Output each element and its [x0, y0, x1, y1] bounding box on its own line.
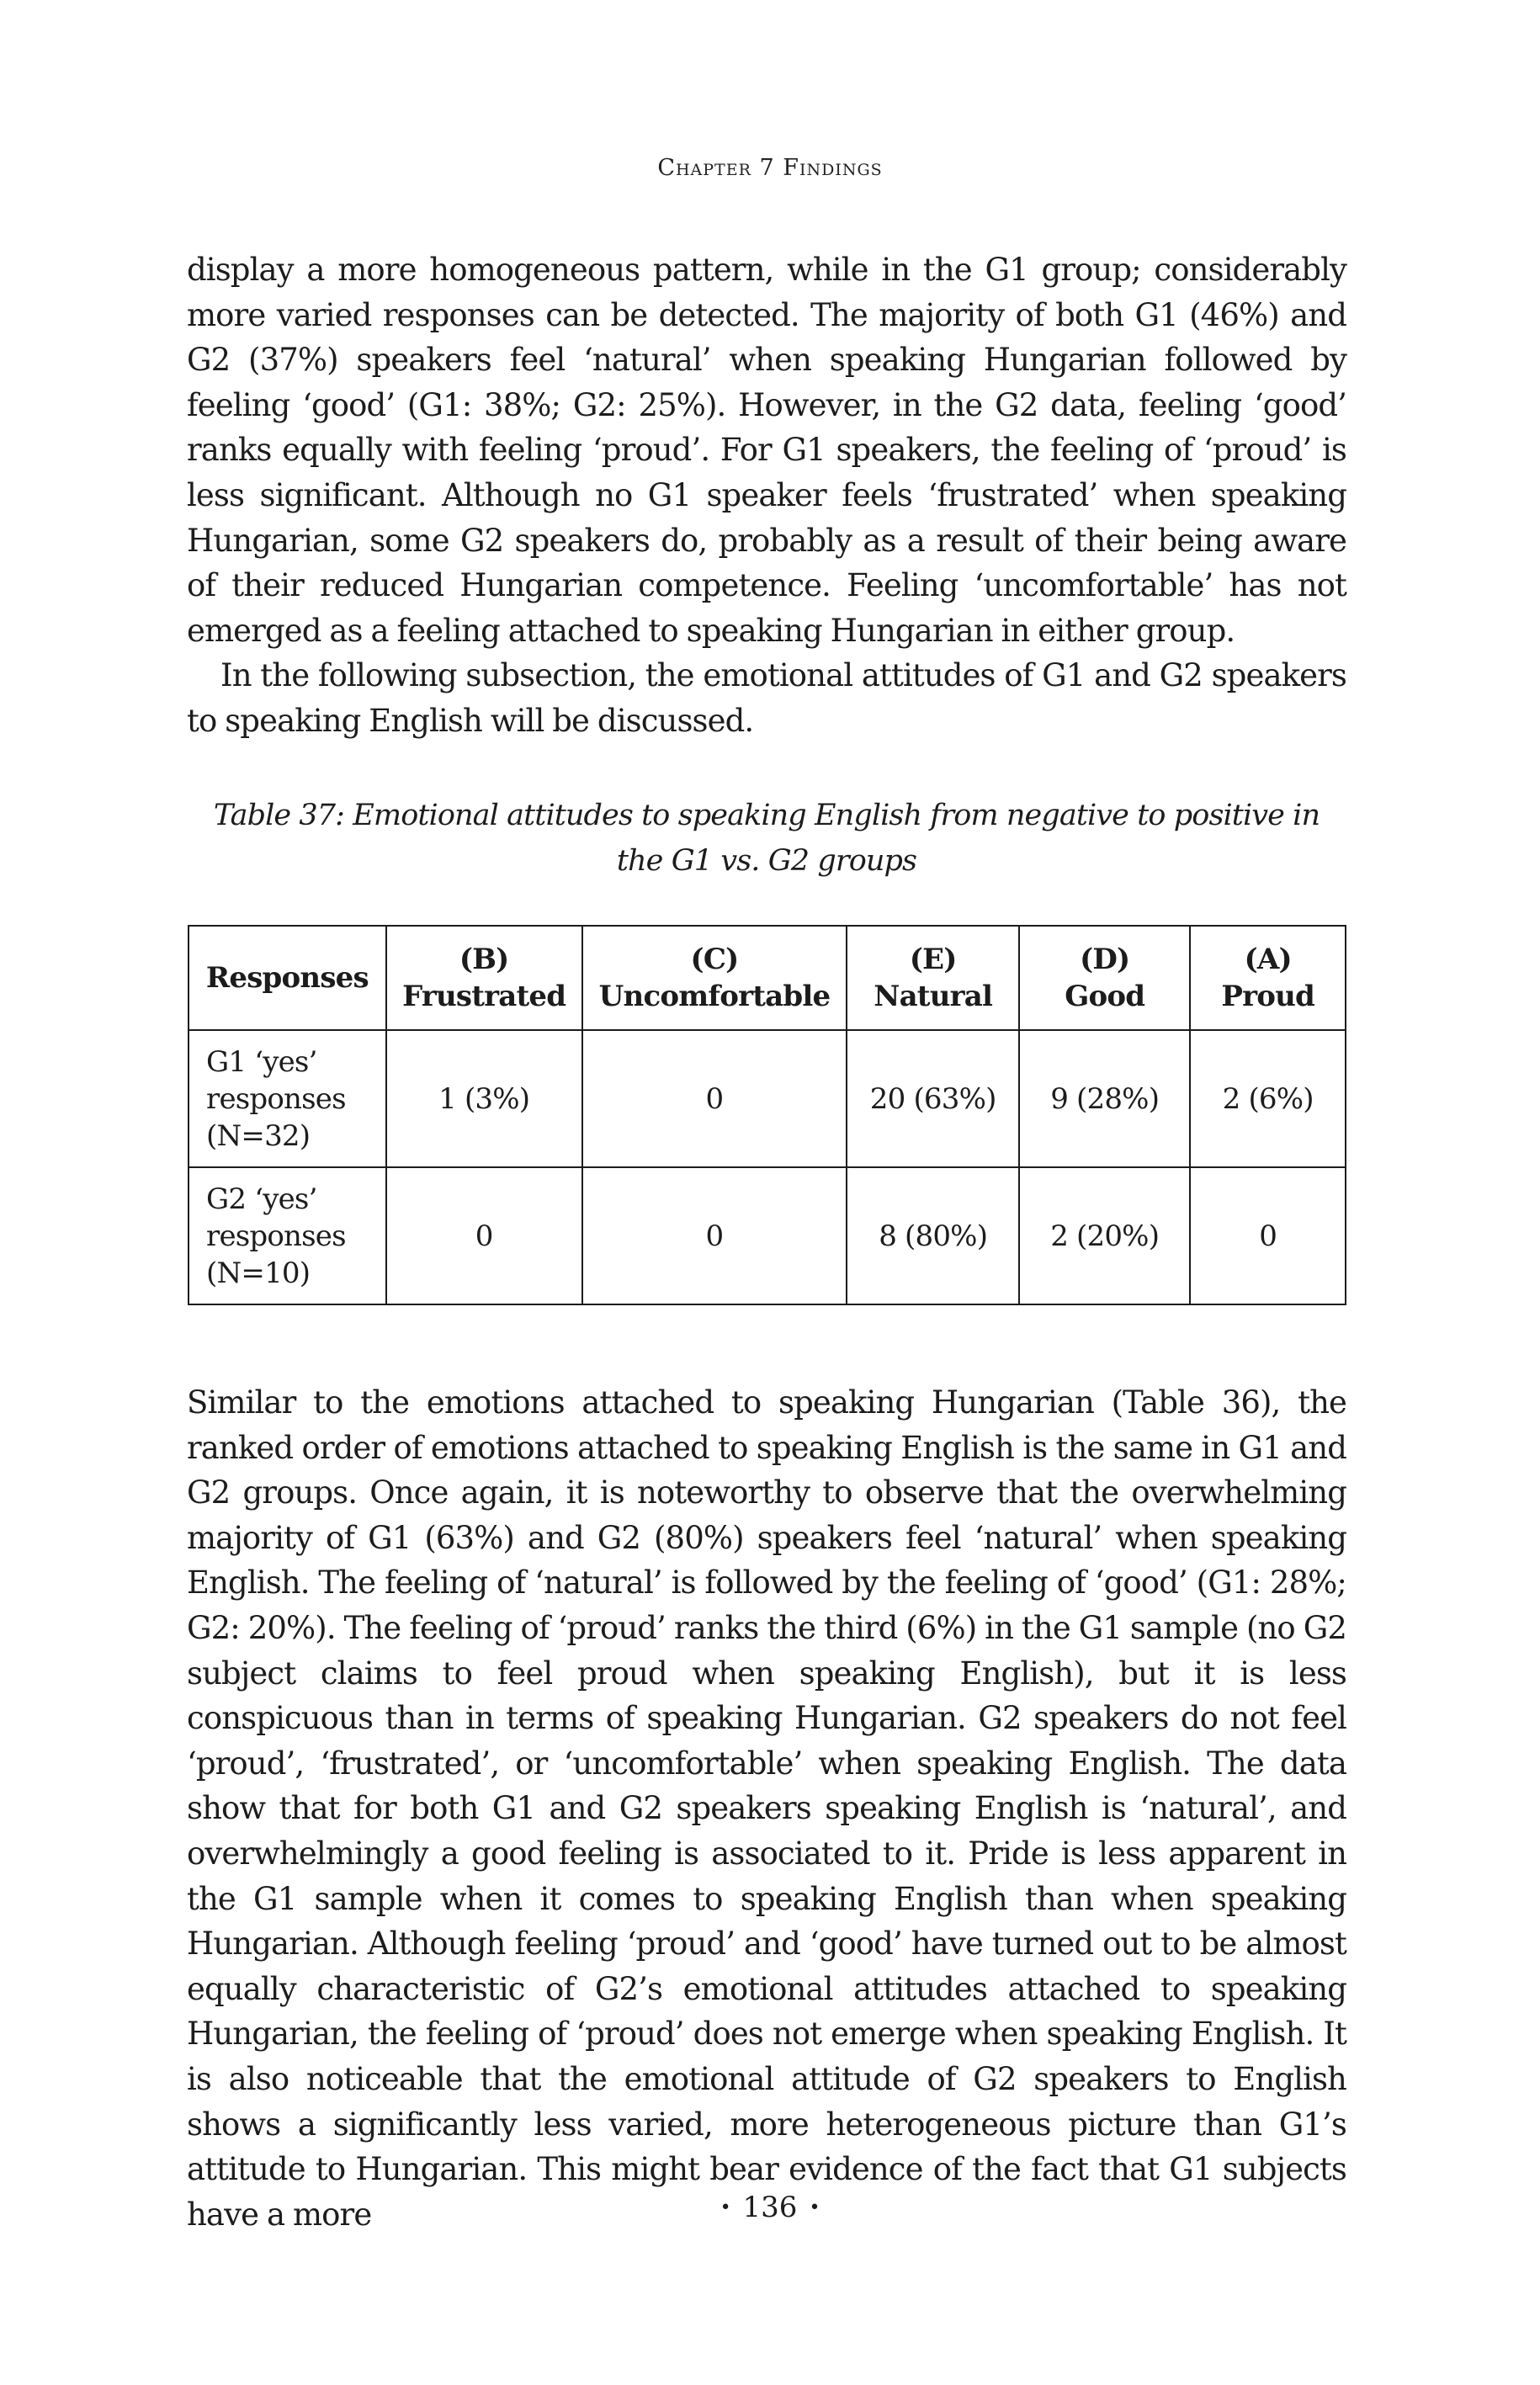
- table-cell: 20 (63%): [847, 1030, 1019, 1167]
- row-label: G2 ‘yes’ responses (N=10): [189, 1167, 386, 1304]
- table-cell: 2 (20%): [1019, 1167, 1190, 1304]
- ornament-bullet-icon: •: [720, 2197, 731, 2218]
- table-cell: 2 (6%): [1190, 1030, 1346, 1167]
- column-header-good: (D) Good: [1019, 926, 1190, 1030]
- paragraph: In the following subsection, the emotional attitudes of G1 and G2 speakers to speaking English will be discussed.: [187, 657, 1346, 739]
- running-head: Chapter 7 Findings: [657, 155, 883, 181]
- table-cell: 0: [1190, 1167, 1346, 1304]
- body-text-top: [187, 247, 1346, 744]
- column-header-uncomfortable: (C) Uncomfortable: [582, 926, 847, 1030]
- body-text-bottom: [187, 1380, 1346, 2237]
- table-cell: 0: [582, 1030, 847, 1167]
- column-header-responses: Responses: [189, 926, 386, 1030]
- paragraph: display a more homogeneous pattern, while in the G1 group; considerably more varied responses can be detected. The majority of both G1 (46%) and G2 (37%) speakers feel ‘natural’ when speaking Hungarian followed by feeling ‘good’ (G1: 38%; G2: 25%). However, in the G2 data, feeling ‘good’ ranks equally with feeling ‘proud’. For G1 speakers, the feeling of ‘proud’ is less significant. Although no G1 speaker feels ‘frustrated’ when speaking Hungarian, some G2 speakers do, probably as a result of their being aware of their reduced Hungarian competence. Feeling ‘uncomfortable’ has not emerged as a feeling attached to speaking Hungarian in either group.: [187, 252, 1346, 649]
- table-row-g2: [189, 1167, 1346, 1304]
- column-header-proud: (A) Proud: [1190, 926, 1346, 1030]
- emotional-attitudes-table: [188, 925, 1346, 1305]
- table-cell: 0: [582, 1167, 847, 1304]
- table-row-g1: [189, 1030, 1346, 1167]
- column-header-natural: (E) Natural: [847, 926, 1019, 1030]
- table-cell: 8 (80%): [847, 1167, 1019, 1304]
- table-cell: 1 (3%): [386, 1030, 582, 1167]
- table-cell: 0: [386, 1167, 582, 1304]
- paragraph: Similar to the emotions attached to speaking Hungarian (Table 36), the ranked order of emotions attached to speaking English is the same in G1 and G2 groups. Once again, it is noteworthy to observe that the overwhelming majority of G1 (63%) and G2 (80%) speakers feel ‘natural’ when speaking English. The feeling of ‘natural’ is followed by the feeling of ‘good’ (G1: 28%; G2: 20%). The feeling of ‘proud’ ranks the third (6%) in the G1 sample (no G2 subject claims to feel proud when speaking English), but it is less conspicuous than in terms of speaking Hungarian. G2 speakers do not feel ‘proud’, ‘frustrated’, or ‘uncomfortable’ when speaking English. The data show that for both G1 and G2 speakers speaking English is ‘natural’, and overwhelmingly a good feeling is associated to it. Pride is less apparent in the G1 sample when it comes to speaking English than when speaking Hungarian. Although feeling ‘proud’ and ‘good’ have turned out to be almost equally characteristic of G2’s emotional attitudes attached to speaking Hungarian, the feeling of ‘proud’ does not emerge when speaking English. It is also noticeable that the emotional attitude of G2 speakers to English shows a significantly less varied, more heterogeneous picture than G1’s attitude to Hungarian. This might bear evidence of the fact that G1 subjects have a more: [187, 1384, 1346, 2233]
- row-label: G1 ‘yes’ responses (N=32): [189, 1030, 386, 1167]
- table-caption: Table 37: Emotional attitudes to speaking English from negative to positive in the G1 vs. G2 groups: [213, 799, 1320, 878]
- page-number: 136: [742, 2191, 798, 2224]
- table-header-row: [189, 926, 1346, 1030]
- column-header-frustrated: (B) Frustrated: [386, 926, 582, 1030]
- table-cell: 9 (28%): [1019, 1030, 1190, 1167]
- page-footer: [0, 2191, 1540, 2224]
- ornament-bullet-icon: •: [809, 2197, 820, 2218]
